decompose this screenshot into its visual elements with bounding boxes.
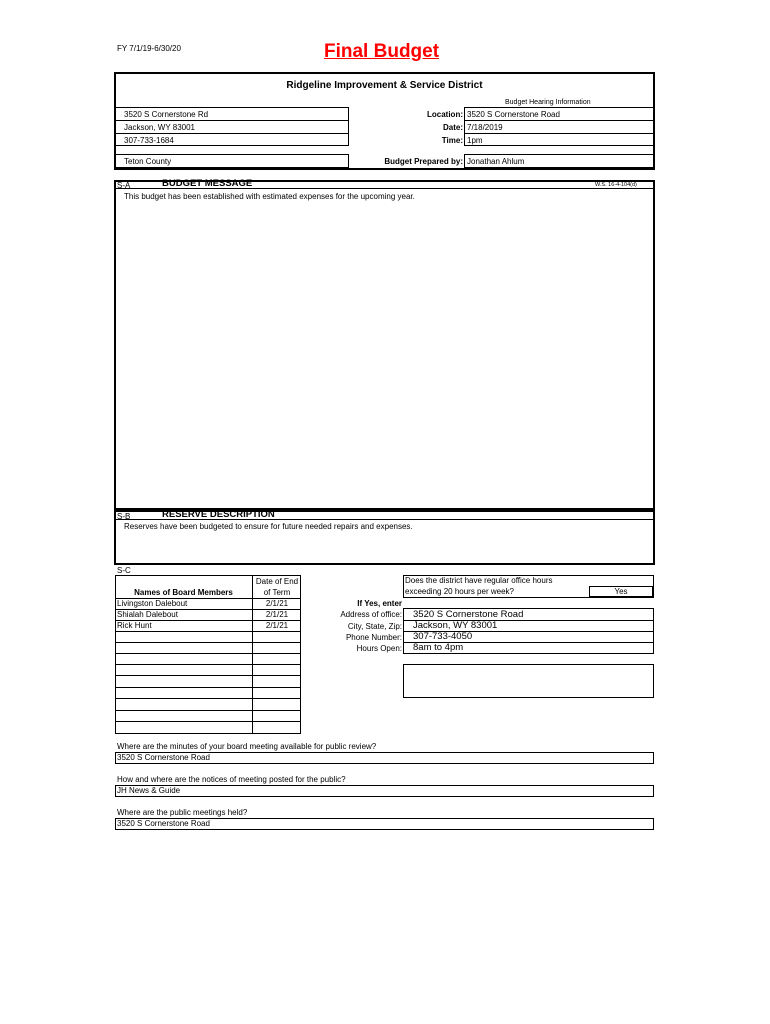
prepared-by: Jonathan Ahlum [467, 157, 525, 166]
board-member-term: 2/1/21 [265, 610, 289, 619]
term-header-1: Date of End [255, 577, 299, 586]
minutes-answer: 3520 S Cornerstone Road [117, 753, 210, 762]
board-member-name: Shialah Dalebout [117, 610, 178, 619]
prepared-by-label: Budget Prepared by: [384, 157, 463, 166]
meetings-question: Where are the public meetings held? [117, 808, 248, 817]
notices-answer: JH News & Guide [117, 786, 181, 795]
term-header-2: of Term [263, 588, 291, 597]
page-title: Final Budget [324, 41, 440, 62]
time-label: Time: [441, 136, 463, 145]
office-address: 3520 S Cornerstone Road [413, 609, 524, 620]
county: Teton County [124, 157, 172, 166]
reserve-text: Reserves have been budgeted to ensure for future needed repairs and expenses. [124, 522, 413, 531]
district-phone: 307-733-1684 [124, 136, 174, 145]
section-s-a: S-A [117, 181, 131, 190]
hearing-heading: Budget Hearing Information [505, 99, 591, 106]
office-question-1: Does the district have regular office hours [405, 576, 553, 585]
office-question-2: exceeding 20 hours per week? [405, 587, 514, 596]
office-city-label: City, State, Zip: [347, 622, 402, 631]
hearing-date: 7/18/2019 [467, 123, 503, 132]
office-phone: 307-733-4050 [413, 631, 473, 642]
section-s-b: S-B [117, 512, 131, 521]
statute-ref: W.S. 16-4-104(d) [595, 182, 637, 188]
office-hours: 8am to 4pm [413, 642, 464, 653]
date-label: Date: [442, 123, 463, 132]
hearing-time: 1pm [467, 136, 483, 145]
board-names-header: Names of Board Members [134, 588, 233, 597]
district-address: 3520 S Cornerstone Rd [124, 110, 209, 119]
board-member-name: Rick Hunt [117, 621, 152, 630]
office-notes-box [403, 664, 654, 698]
office-address-label: Address of office: [340, 610, 402, 619]
district-name: Ridgeline Improvement & Service District [286, 80, 483, 91]
notices-answer-box [115, 785, 654, 797]
office-phone-label: Phone Number: [345, 633, 402, 642]
district-city: Jackson, WY 83001 [124, 123, 196, 132]
office-hours-label: Hours Open: [356, 644, 402, 653]
office-answer: Yes [614, 587, 628, 596]
minutes-question: Where are the minutes of your board meeting available for public review? [117, 742, 377, 751]
budget-message-box [114, 180, 655, 510]
reserve-title: RESERVE DESCRIPTION [162, 509, 275, 520]
location-label: Location: [427, 110, 463, 119]
office-city: Jackson, WY 83001 [413, 620, 498, 631]
meetings-answer: 3520 S Cornerstone Road [117, 819, 210, 828]
hearing-location: 3520 S Cornerstone Road [467, 110, 560, 119]
fiscal-year: FY 7/1/19-6/30/20 [117, 44, 181, 53]
budget-message-title: BUDGET MESSAGE [162, 178, 253, 189]
board-member-term: 2/1/21 [265, 621, 289, 630]
section-s-c: S-C [117, 566, 131, 575]
board-member-name: Livingston Dalebout [117, 599, 188, 608]
if-yes-label: If Yes, enter [357, 599, 402, 608]
notices-question: How and where are the notices of meeting posted for the public? [117, 775, 346, 784]
board-member-term: 2/1/21 [265, 599, 289, 608]
budget-message-text: This budget has been established with estimated expenses for the upcoming year. [124, 192, 415, 201]
